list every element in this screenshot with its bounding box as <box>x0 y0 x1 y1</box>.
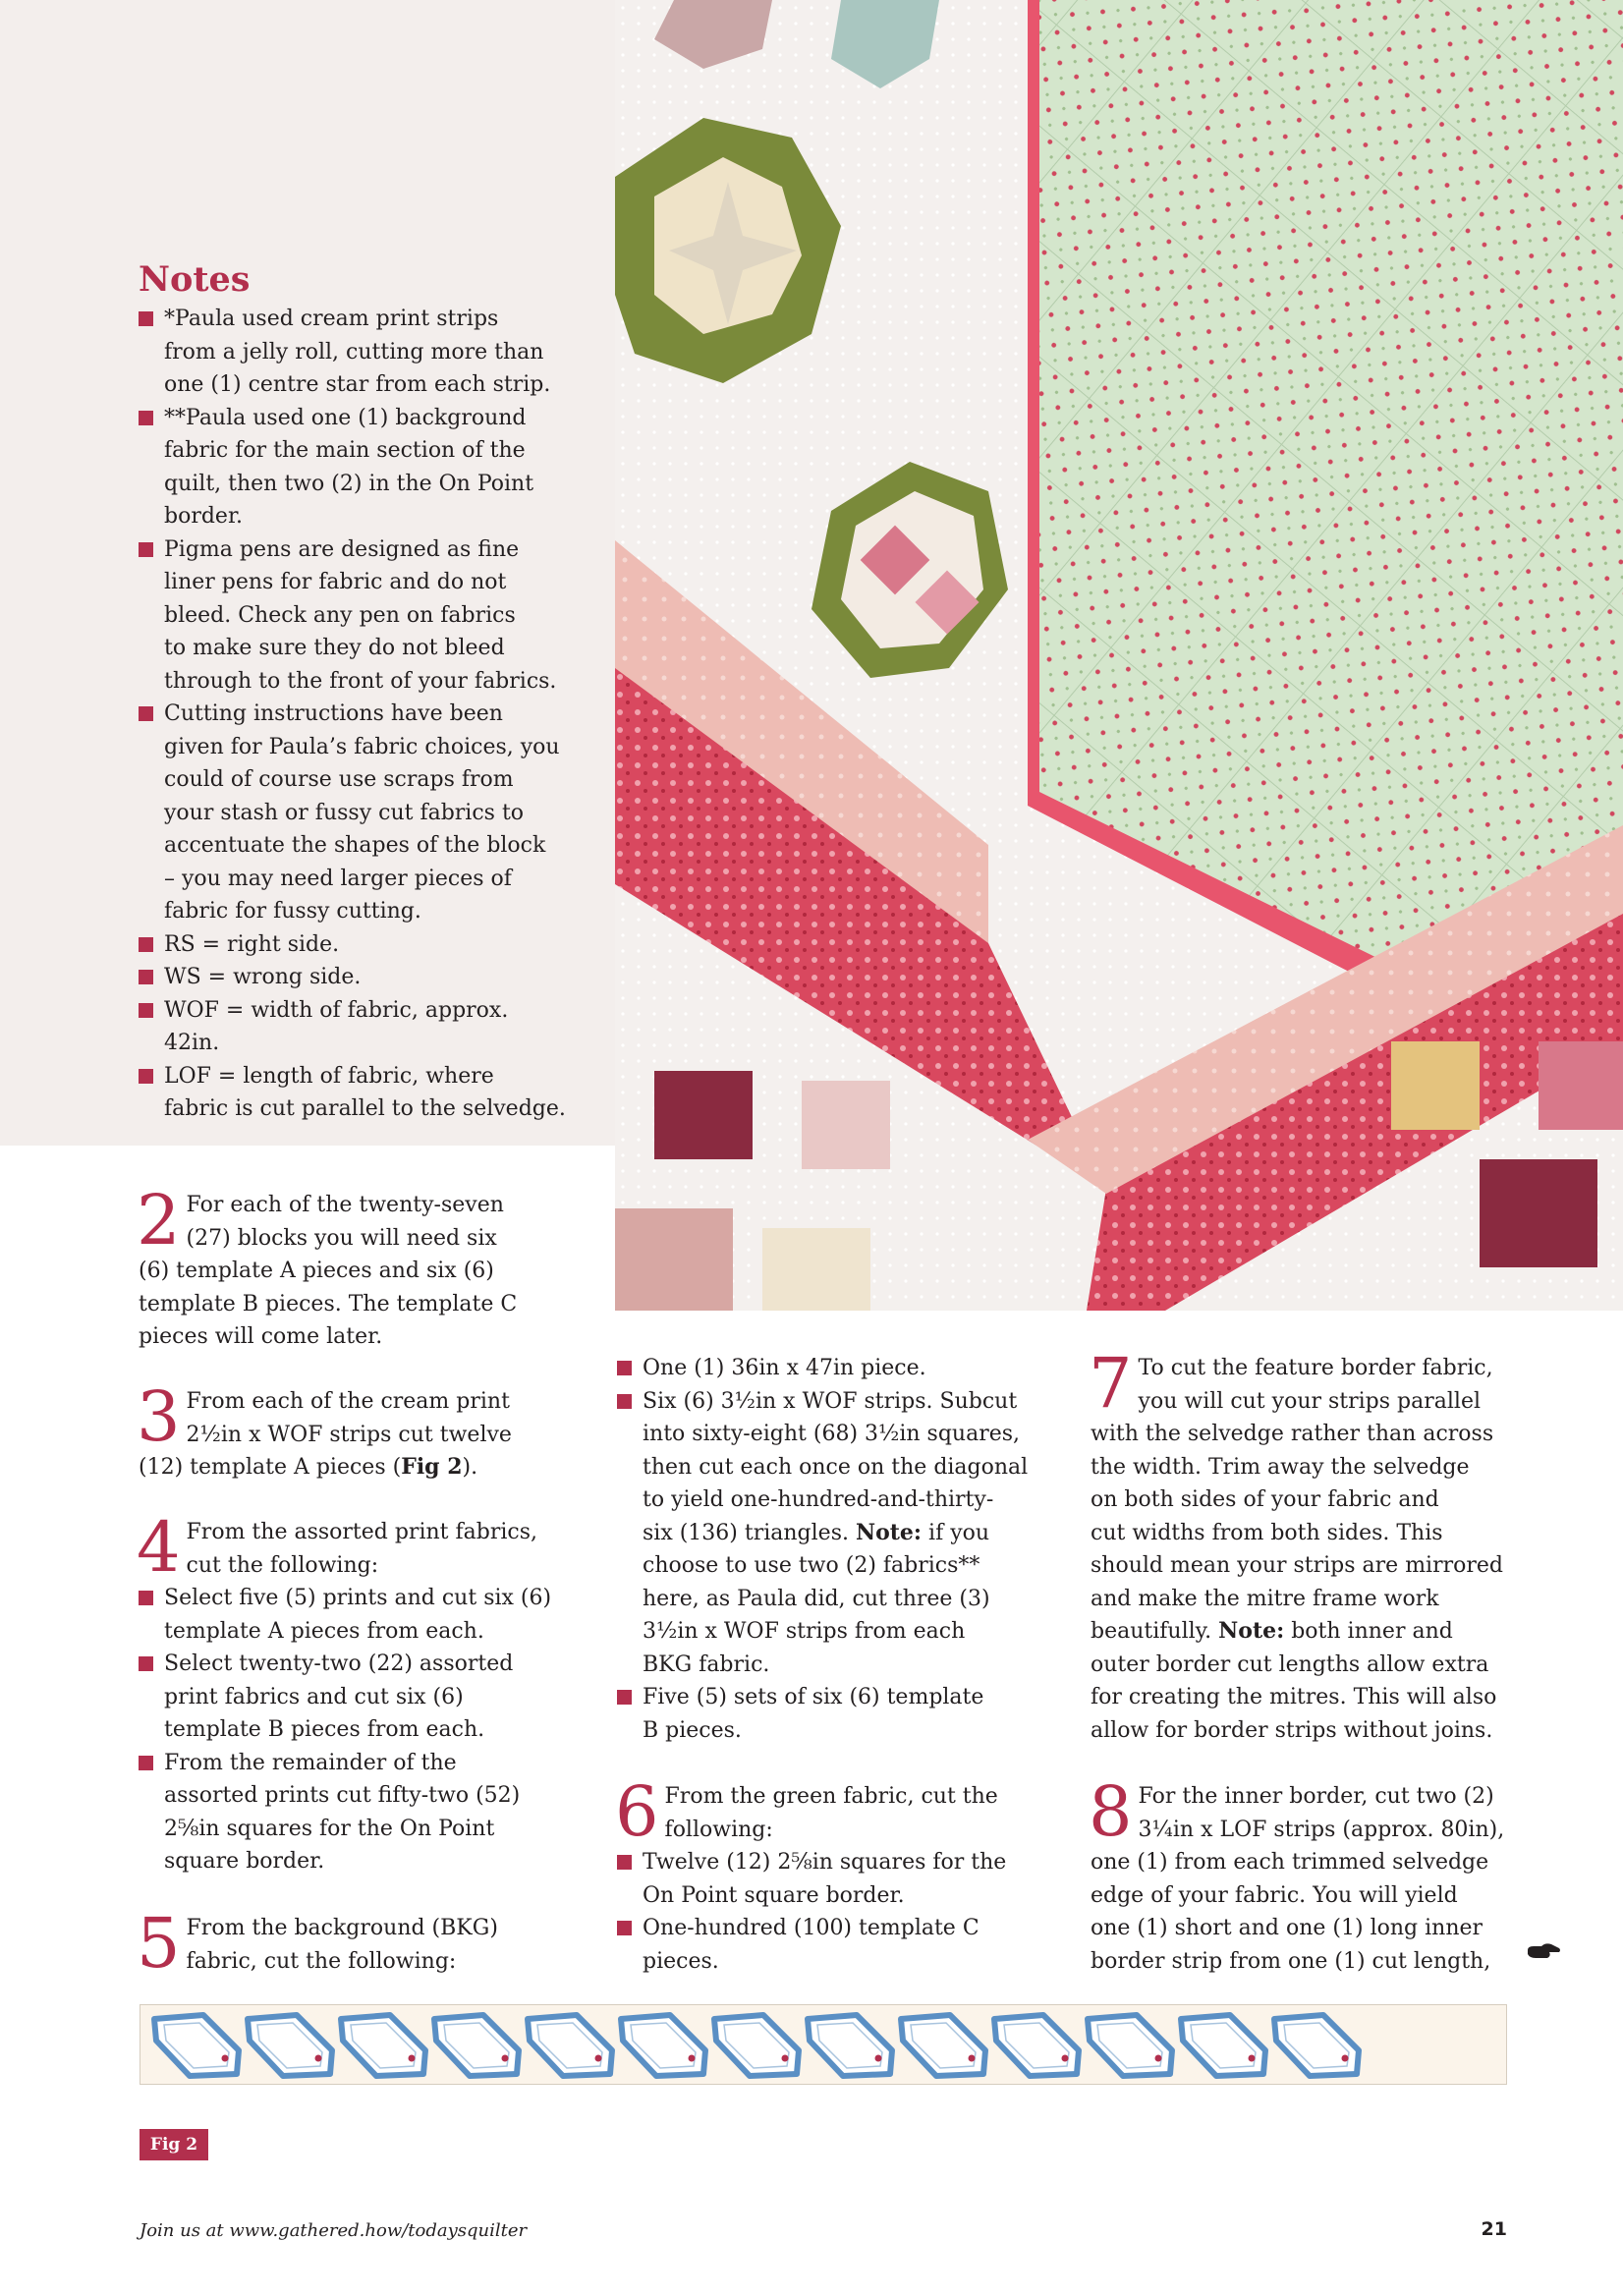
list-item-text: BKG fabric. <box>643 1652 770 1677</box>
notes-item-line: 42in. <box>164 1031 220 1055</box>
step-text-line: For the inner border, cut two (2) <box>1138 1784 1494 1809</box>
step-text-line: From each of the cream print <box>186 1389 510 1414</box>
step-text-line: should mean your strips are mirrored <box>1091 1553 1503 1578</box>
text-run: six (136) triangles. <box>643 1520 856 1545</box>
template-a-piece <box>1181 2015 1265 2076</box>
step-text-line: template B pieces. The template C <box>139 1291 518 1316</box>
pointing-hand-icon <box>1526 1940 1561 1964</box>
template-a-piece <box>248 2015 332 2076</box>
template-a-piece <box>341 2015 425 2076</box>
notes-item-line: fabric for the main section of the <box>164 438 526 463</box>
bullet-square-icon <box>139 311 153 326</box>
text-run: (12) template A pieces ( <box>139 1455 402 1480</box>
notes-item-line: your stash or fussy cut fabrics to <box>164 800 525 825</box>
list-item-text: to yield one-hundred-and-thirty- <box>643 1487 994 1512</box>
step-text-line: 2½in x WOF strips cut twelve <box>186 1422 512 1447</box>
notes-item-line: through to the front of your fabrics. <box>164 668 557 694</box>
list-item <box>139 1648 581 1747</box>
bullet-square-icon <box>139 1003 153 1018</box>
list-item-text: template A pieces from each. <box>164 1618 484 1644</box>
step-number: 8 <box>1089 1771 1133 1852</box>
bullet-square-icon <box>139 970 153 984</box>
template-a-piece <box>994 2015 1079 2076</box>
list-item-text: Six (6) 3½in x WOF strips. Subcut <box>643 1388 1018 1414</box>
step-text-line: on both sides of your fabric and <box>1091 1487 1439 1512</box>
list-item-text: here, as Paula did, cut three (3) <box>643 1586 990 1611</box>
template-a-piece <box>901 2015 985 2076</box>
bullet-square-icon <box>139 1656 153 1671</box>
list-item-text: assorted prints cut fifty-two (52) <box>164 1783 521 1808</box>
footer-text: Join us at www.gathered.how/todaysquilter <box>140 2220 528 2241</box>
notes-item-line: Pigma pens are designed as fine <box>164 536 520 562</box>
step-text-line: To cut the feature border fabric, <box>1138 1356 1493 1380</box>
list-item-text: From the remainder of the <box>164 1750 457 1775</box>
notes-item-line: fabric for fussy cutting. <box>164 899 421 924</box>
step-5 <box>137 1903 581 1984</box>
notes-item-line: liner pens for fabric and do not <box>164 570 507 594</box>
list-item-text <box>643 1517 1059 1550</box>
step-number: 3 <box>137 1376 181 1457</box>
notes-item-line: one (1) centre star from each strip. <box>164 372 551 397</box>
quilt-photo <box>615 0 1623 1311</box>
notes-item-line: fabric is cut parallel to the selvedge. <box>164 1096 566 1121</box>
text-run: beautifully. <box>1091 1619 1219 1644</box>
notes-item-line: border. <box>164 504 244 529</box>
step-7 <box>1089 1343 1542 1747</box>
notes-item-line: WS = wrong side. <box>164 965 362 989</box>
bullet-square-icon <box>617 1690 632 1705</box>
note-label: Note: <box>855 1519 923 1545</box>
text-run: ). <box>462 1455 478 1480</box>
step-3 <box>137 1376 581 1484</box>
notes-item <box>139 994 571 1060</box>
step-number: 6 <box>615 1771 659 1852</box>
text-run: if you <box>922 1520 990 1545</box>
bullet-square-icon <box>617 1921 632 1935</box>
notes-item-line: WOF = width of fabric, approx. <box>164 997 509 1023</box>
step-text-line: From the background (BKG) <box>186 1916 498 1940</box>
step-number: 2 <box>137 1180 181 1260</box>
step-2 <box>137 1180 581 1354</box>
list-item-text: Select five (5) prints and cut six (6) <box>164 1586 552 1610</box>
step-text-line: pieces will come later. <box>139 1324 383 1349</box>
step-8 <box>1089 1771 1542 1978</box>
template-a-piece <box>714 2015 799 2076</box>
list-item-text: template B pieces from each. <box>164 1717 485 1742</box>
list-item-text: then cut each once on the diagonal <box>643 1454 1029 1480</box>
list-item <box>617 1352 1059 1385</box>
list-item-text: 3½in x WOF strips from each <box>643 1619 966 1644</box>
step-text-line <box>1091 1615 1542 1649</box>
quilt-photo-illustration <box>615 0 1623 1311</box>
step-text-line: outer border cut lengths allow extra <box>1091 1652 1489 1677</box>
list-item-text: square border. <box>164 1849 325 1874</box>
template-a-pieces <box>140 2005 1506 2084</box>
bullet-square-icon <box>139 1591 153 1605</box>
step-text-line: fabric, cut the following: <box>186 1948 457 1974</box>
note-label: Note: <box>1218 1618 1285 1644</box>
step-text-line: following: <box>664 1817 773 1842</box>
notes-item <box>139 928 571 962</box>
notes-item-line: given for Paula’s fabric choices, you <box>164 734 560 759</box>
template-a-piece <box>528 2015 612 2076</box>
step-text-line: and make the mitre frame work <box>1091 1586 1439 1611</box>
figure-reference: Fig 2 <box>401 1454 463 1480</box>
step-text-line: cut the following: <box>186 1552 379 1578</box>
notes-item-line: *Paula used cream print strips <box>164 307 499 331</box>
bullet-square-icon <box>139 937 153 952</box>
bullet-square-icon <box>139 1069 153 1084</box>
bullet-square-icon <box>139 1756 153 1770</box>
list-item <box>617 1681 1059 1747</box>
template-a-piece <box>1088 2015 1172 2076</box>
notes-item-line: to make sure they do not bleed <box>164 636 505 660</box>
step-4-list <box>139 1582 581 1878</box>
bullet-square-icon <box>139 542 153 557</box>
list-item <box>617 1846 1059 1912</box>
step-text-line <box>139 1451 581 1484</box>
step-text-line: allow for border strips without joins. <box>1091 1717 1493 1743</box>
step-6 <box>615 1771 1059 1978</box>
template-a-piece <box>1274 2015 1359 2076</box>
step-6-list <box>617 1846 1059 1978</box>
bullet-square-icon <box>139 706 153 721</box>
template-a-piece <box>808 2015 892 2076</box>
step-text-line: From the green fabric, cut the <box>664 1784 998 1809</box>
template-a-piece <box>434 2015 519 2076</box>
list-item <box>139 1582 581 1648</box>
template-a-piece <box>621 2015 705 2076</box>
notes-item-line: bleed. Check any pen on fabrics <box>164 602 516 628</box>
step-4 <box>137 1507 581 1878</box>
page-number: 21 <box>1481 2218 1507 2240</box>
figure-2-template-strip <box>140 2004 1507 2085</box>
list-item <box>617 1912 1059 1978</box>
notes-item-line: quilt, then two (2) in the On Point <box>164 471 534 496</box>
step-text-line: one (1) short and one (1) long inner <box>1091 1916 1483 1940</box>
notes-item <box>139 303 571 402</box>
bullet-square-icon <box>617 1394 632 1409</box>
step-text-line: For each of the twenty-seven <box>186 1193 504 1217</box>
bullet-square-icon <box>617 1855 632 1870</box>
step-number: 4 <box>137 1507 181 1588</box>
list-item-text: Twelve (12) 2⅝in squares for the <box>643 1850 1007 1875</box>
notes-item <box>139 533 571 699</box>
step-number: 5 <box>137 1903 181 1984</box>
list-item-text: into sixty-eight (68) 3½in squares, <box>643 1422 1021 1446</box>
step-text-line: with the selvedge rather than across <box>1091 1422 1494 1446</box>
step-text-line: cut widths from both sides. This <box>1091 1520 1443 1545</box>
step-text-line: edge of your fabric. You will yield <box>1091 1882 1458 1908</box>
list-item-text: Select twenty-two (22) assorted <box>164 1652 514 1676</box>
bullet-square-icon <box>139 411 153 425</box>
list-item-text: One (1) 36in x 47in piece. <box>643 1356 926 1380</box>
step-number: 7 <box>1089 1343 1133 1424</box>
step-text-line: the width. Trim away the selvedge <box>1091 1454 1470 1480</box>
notes-item-line: **Paula used one (1) background <box>164 405 527 430</box>
list-item <box>617 1385 1059 1682</box>
list-item-text: 2⅝in squares for the On Point <box>164 1816 495 1841</box>
list-item-text: On Point square border. <box>643 1882 905 1908</box>
notes-item <box>139 961 571 994</box>
step-text-line: From the assorted print fabrics, <box>186 1520 537 1544</box>
notes-title: Notes <box>139 259 251 300</box>
list-item-text: B pieces. <box>643 1717 742 1743</box>
list-item-text: pieces. <box>643 1948 719 1974</box>
step-text-line: one (1) from each trimmed selvedge <box>1091 1850 1489 1875</box>
step-text-line: for creating the mitres. This will also <box>1091 1685 1497 1709</box>
bullet-square-icon <box>617 1361 632 1375</box>
figure-label: Fig 2 <box>140 2129 208 2160</box>
notes-list <box>139 303 571 1126</box>
notes-item <box>139 1060 571 1126</box>
text-run: both inner and <box>1284 1619 1453 1644</box>
list-item-text: choose to use two (2) fabrics** <box>643 1553 980 1578</box>
notes-item-line: could of course use scraps from <box>164 767 514 792</box>
notes-item-line: RS = right side. <box>164 931 340 957</box>
step-text-line: 3¼in x LOF strips (approx. 80in), <box>1138 1817 1505 1842</box>
notes-item-line: Cutting instructions have been <box>164 701 503 726</box>
notes-item-line: from a jelly roll, cutting more than <box>164 339 544 364</box>
list-item-text: One-hundred (100) template C <box>643 1916 979 1940</box>
step-text-line: you will cut your strips parallel <box>1138 1388 1482 1414</box>
list-item <box>139 1747 581 1878</box>
notes-item-line: LOF = length of fabric, where <box>164 1063 494 1089</box>
step-text-line: (27) blocks you will need six <box>186 1225 497 1251</box>
list-item-text: Five (5) sets of six (6) template <box>643 1685 984 1709</box>
step-5-list <box>617 1352 1059 1747</box>
notes-item-line: accentuate the shapes of the block <box>164 833 546 858</box>
step-text-line: border strip from one (1) cut length, <box>1091 1948 1491 1974</box>
notes-item <box>139 402 571 533</box>
template-a-piece <box>154 2015 239 2076</box>
notes-item <box>139 698 571 928</box>
step-text-line: (6) template A pieces and six (6) <box>139 1259 494 1283</box>
list-item-text: print fabrics and cut six (6) <box>164 1684 464 1709</box>
notes-item-line: – you may need larger pieces of <box>164 866 512 891</box>
